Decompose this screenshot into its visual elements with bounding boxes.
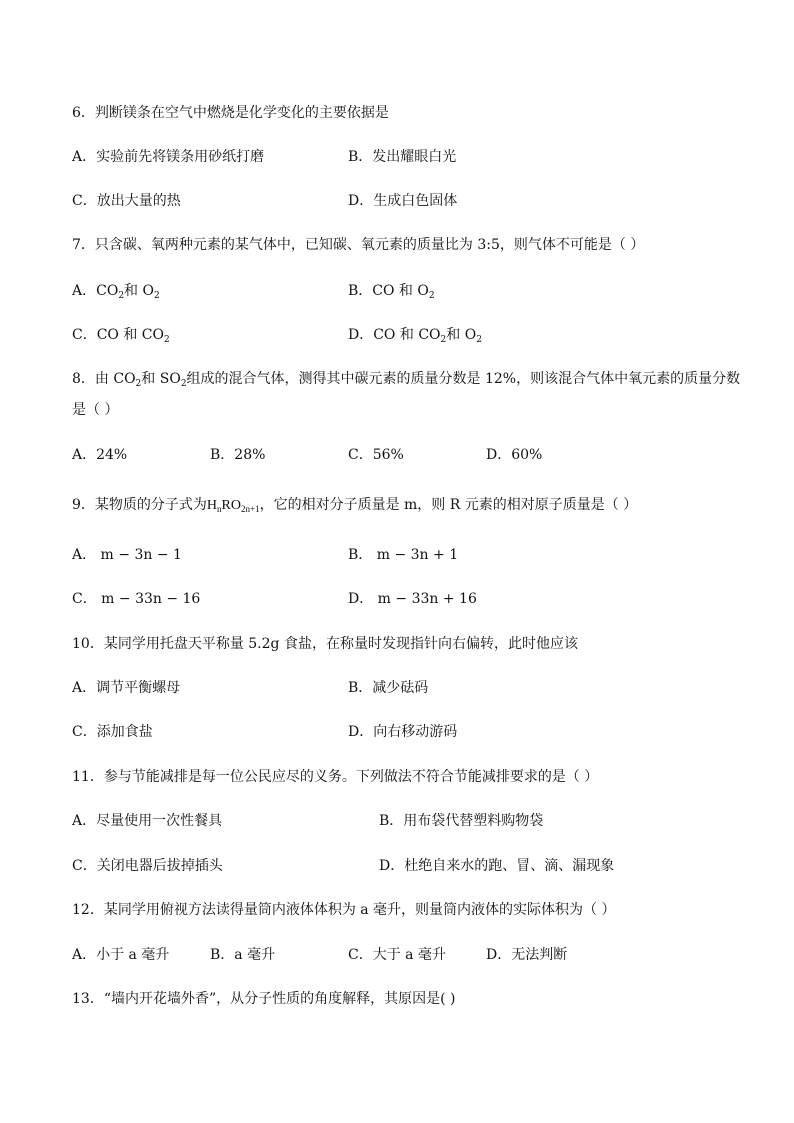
question-8-options-row [72,446,734,464]
subscript: 2 [440,335,447,345]
question-11-option-d[interactable]: D．杜绝自来水的跑、冒、滴、漏现象 [379,858,615,874]
formula-sub-n: n [217,504,222,514]
subscript: 2 [118,291,125,301]
question-12-options-row [72,946,734,964]
question-8-option-a[interactable]: A．24% [72,447,128,463]
question-12-option-d[interactable]: D．无法判断 [486,947,568,963]
question-13-stem: 13．“墙内开花墙外香”，从分子性质的角度解释，其原因是( ) [72,991,456,1007]
question-12-option-b[interactable]: B．a 毫升 [210,947,276,963]
subscript: 2 [180,379,187,389]
subscript: 2 [164,335,170,345]
question-7-option-d-text1: D．CO 和 CO [348,327,441,343]
question-10-option-a[interactable]: A．调节平衡螺母 [72,680,181,696]
question-7-option-b[interactable] [348,282,435,300]
question-11-option-c[interactable]: C．关闭电器后拔掉插头 [72,858,223,874]
question-11-stem: 11．参与节能减排是每一位公民应尽的义务。下列做法不符合节能减排要求的是（ ） [72,769,599,785]
formula-h: H [206,498,218,513]
question-11-option-a[interactable]: A．尽量使用一次性餐具 [72,813,223,829]
question-7-option-c[interactable] [72,326,170,344]
question-7-stem: 7．只含碳、氧两种元素的某气体中，已知碳、氧元素的质量比为 3:5，则气体不可能是（ ） [72,237,645,253]
question-11-options-row-2 [72,857,734,875]
question-9-option-a[interactable]: A． m − 3n − 1 [72,547,182,563]
question-9-formula [207,498,260,513]
question-7-option-b-text: B．CO 和 O [348,283,429,299]
question-8-option-b[interactable]: B．28% [210,447,266,463]
question-6-options-row-1 [72,148,734,166]
question-6-option-b[interactable]: B．发出耀眼白光 [348,149,457,165]
question-9-option-b[interactable]: B． m − 3n + 1 [348,547,459,563]
question-6-option-a[interactable]: A．实验前先将镁条用砂纸打磨 [72,149,265,165]
question-6-stem: 6．判断镁条在空气中燃烧是化学变化的主要依据是 [72,105,389,121]
question-7-option-c-text: C．CO 和 CO [72,327,164,343]
subscript: 2 [153,291,160,301]
question-9-option-d[interactable]: D． m − 33n + 16 [348,591,477,607]
question-8-stem-text2: 和 SO [141,371,181,387]
question-12-option-a[interactable]: A．小于 a 毫升 [72,947,170,963]
question-7-option-a-text2: 和 O [124,283,154,299]
question-8-stem-line-1 [72,370,740,388]
formula-ro: RO [221,498,241,513]
question-7-option-a-text1: A．CO [72,283,119,299]
question-9-option-c[interactable]: C． m − 33n − 16 [72,591,201,607]
question-6-options-row-2 [72,192,734,210]
subscript: 2 [476,335,482,345]
subscript: 2 [428,291,435,301]
question-7-option-a[interactable] [72,282,160,300]
subscript: 2 [135,379,142,389]
question-6-option-c[interactable]: C．放出大量的热 [72,193,181,209]
question-10-option-c[interactable]: C．添加食盐 [72,724,153,740]
question-12-option-c[interactable]: C．大于 a 毫升 [348,947,446,963]
question-7-option-d-text2: 和 O [446,327,477,343]
question-8-stem-line-2: 是（ ） [72,402,119,418]
question-6-option-d[interactable]: D．生成白色固体 [348,193,458,209]
formula-sub-2n1: 2n+1 [241,504,260,514]
question-8-stem-text1: 8．由 CO [72,371,136,387]
question-8-option-c[interactable]: C．56% [348,447,404,463]
question-9-options-row-2 [72,590,734,608]
question-11-options-row-1 [72,812,734,830]
question-9-stem [72,496,637,515]
question-7-options-row-2 [72,326,734,344]
question-7-options-row-1 [72,282,734,300]
question-9-options-row-1 [72,546,734,564]
question-9-stem-text1: 9．某物质的分子式为 [72,497,207,513]
question-10-option-b[interactable]: B．减少砝码 [348,680,429,696]
question-8-stem-text3: 组成的混合气体，测得其中碳元素的质量分数是 12%，则该混合气体中氧元素的质量分数 [186,371,741,387]
question-11-option-b[interactable]: B．用布袋代替塑料购物袋 [379,813,544,829]
question-10-options-row-1 [72,679,734,697]
question-10-stem: 10．某同学用托盘天平称量 5.2g 食盐，在称量时发现指针向右偏转，此时他应该 [72,636,578,652]
question-8-option-d[interactable]: D．60% [486,447,543,463]
question-10-option-d[interactable]: D．向右移动游码 [348,724,458,740]
question-10-options-row-2 [72,723,734,741]
question-7-option-d[interactable] [348,326,482,344]
question-9-stem-text2: ，它的相对分子质量是 m，则 R 元素的相对原子质量是（ ） [259,497,638,513]
question-12-stem: 12．某同学用俯视方法读得量筒内液体体积为 a 毫升，则量筒内液体的实际体积为（ ） [72,902,616,918]
